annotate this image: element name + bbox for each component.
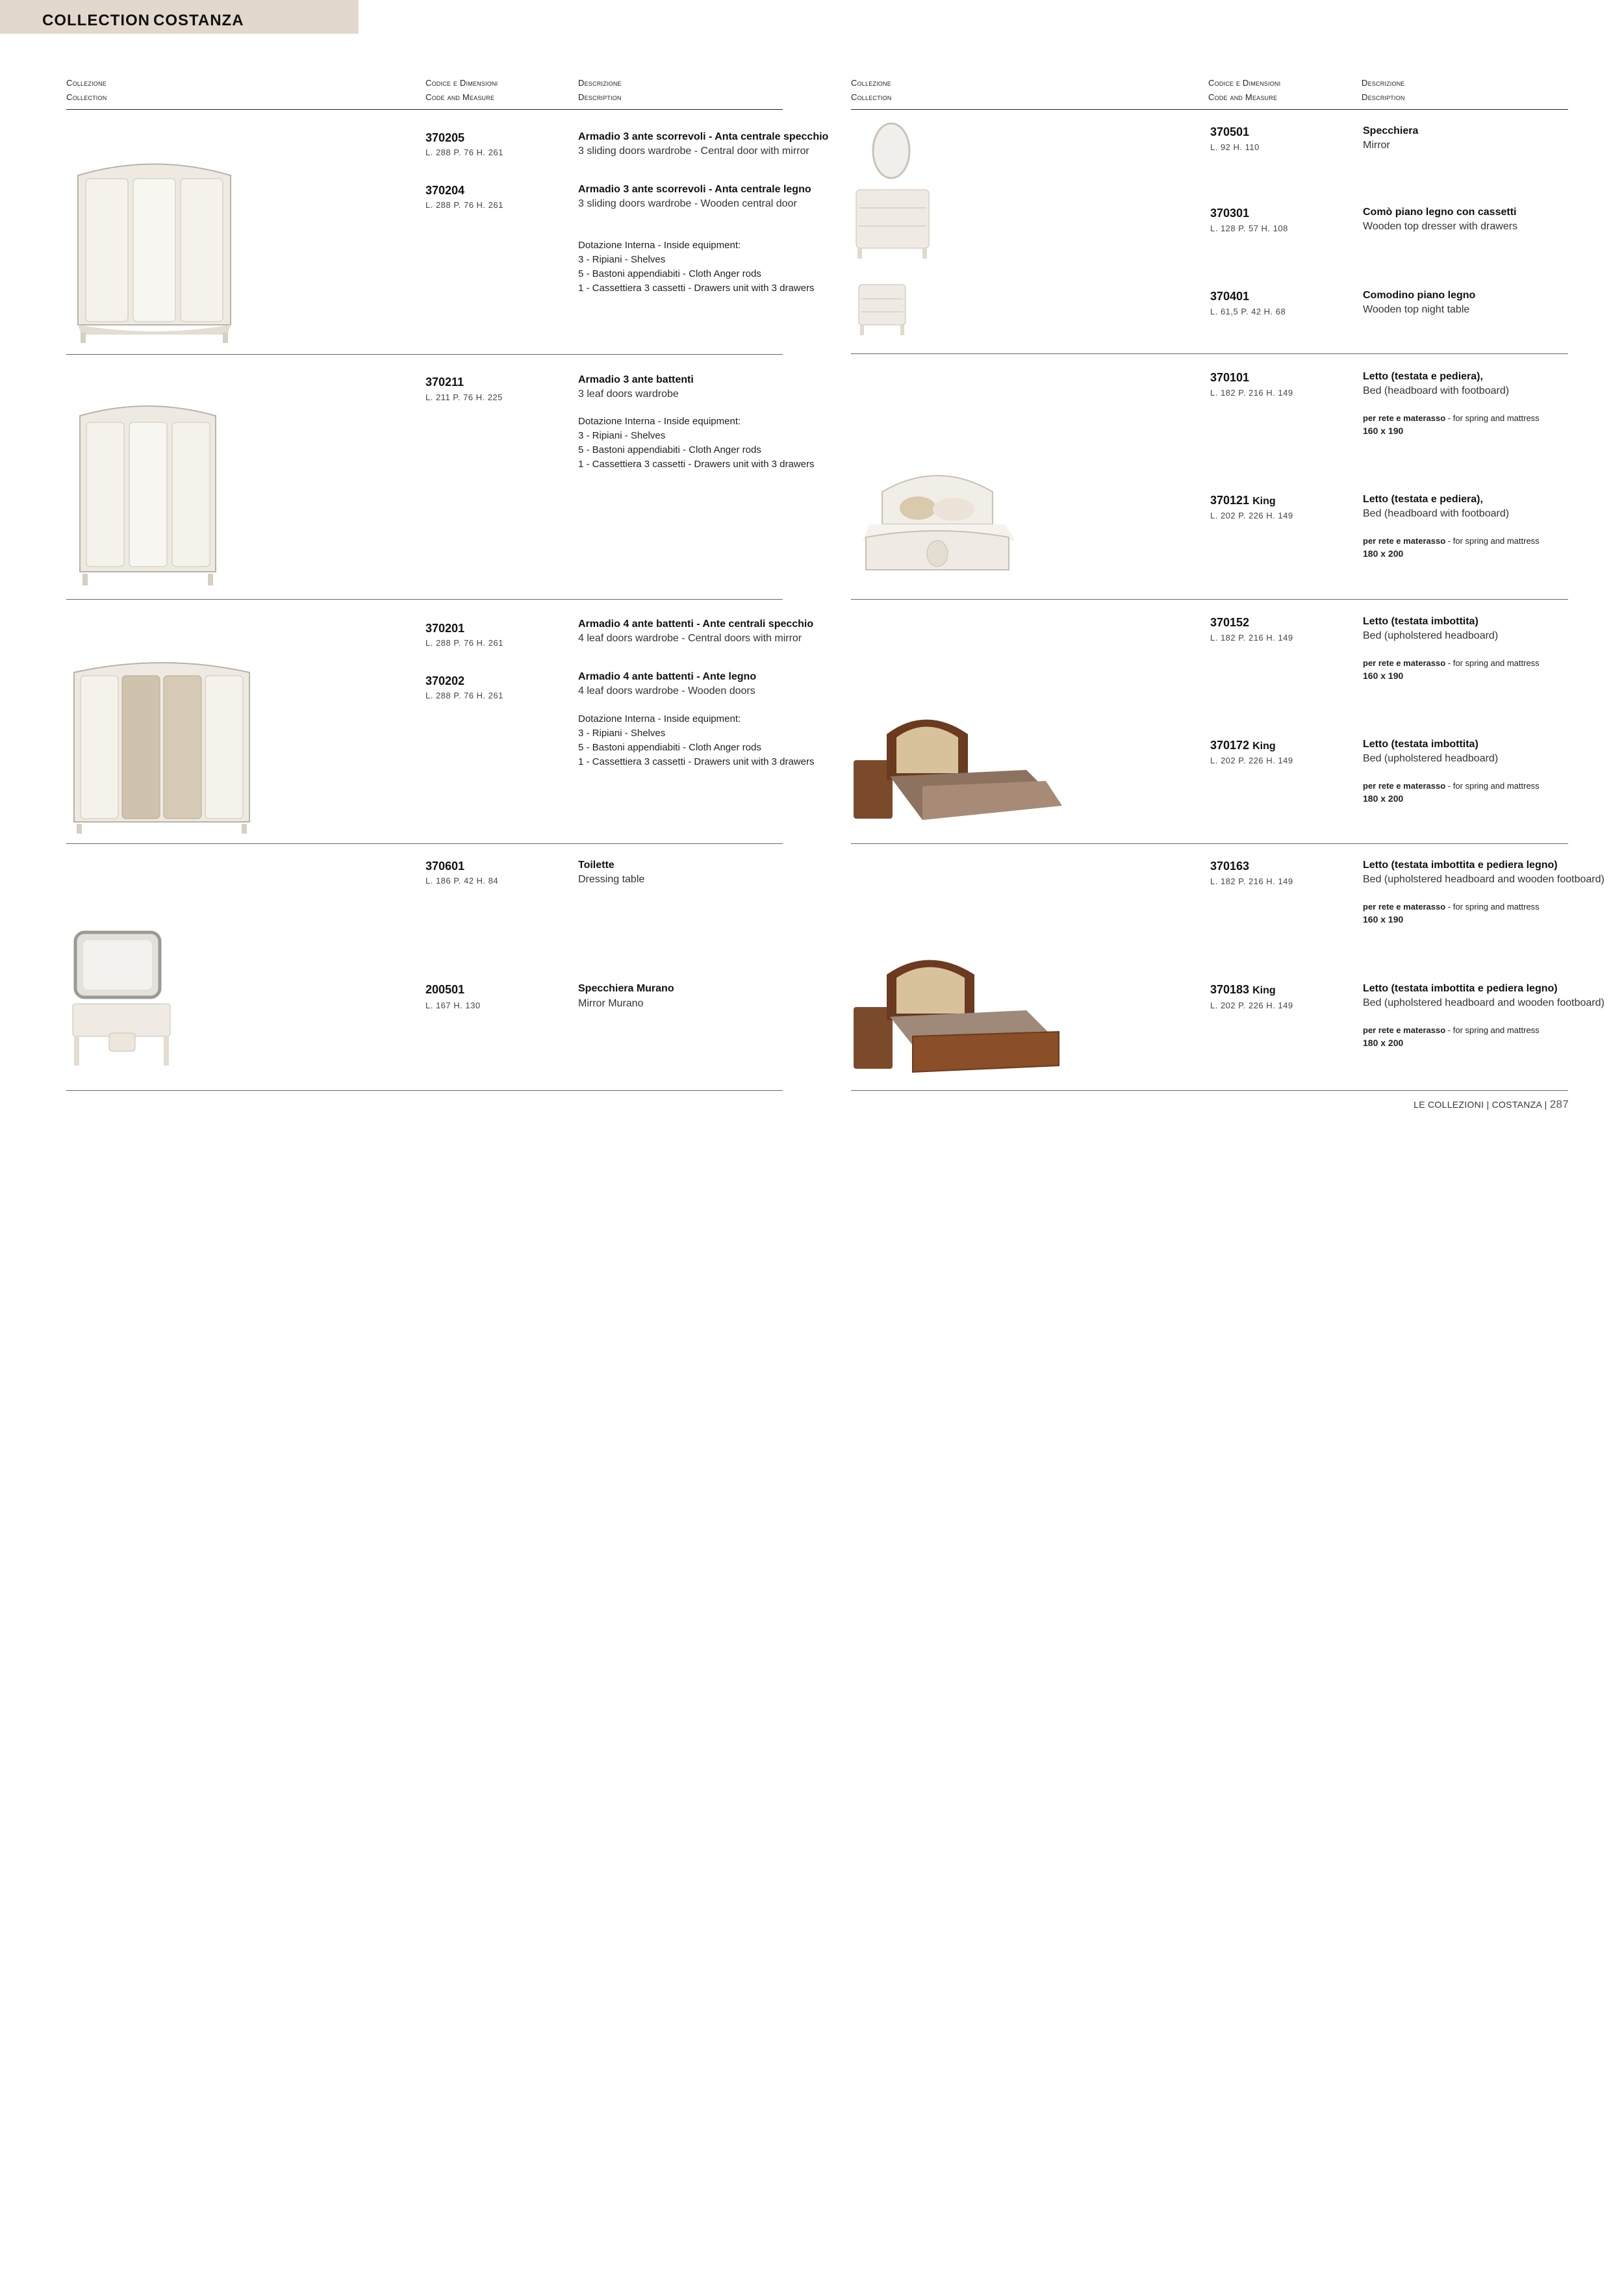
night-table-image xyxy=(856,279,908,338)
row-divider xyxy=(66,843,783,844)
row-divider xyxy=(851,353,1568,354)
right-code-column xyxy=(0,1962,153,2274)
mattress-size: 160 x 190 xyxy=(1363,426,1404,436)
description-italian: Armadio 3 ante scorrevoli - Anta centrale legno xyxy=(578,184,811,195)
description-english: Bed (upholstered headboard) xyxy=(1363,630,1499,641)
product-code: 370172 King xyxy=(1210,739,1276,752)
mattress-size-note: per rete e materasso - for spring and mattress 180 x 200 xyxy=(1363,536,1540,559)
product-code: 370202 xyxy=(425,674,465,687)
equipment-line: 5 - Bastoni appendiabiti - Cloth Anger rods xyxy=(578,742,761,753)
description-italian: Letto (testata imbottita) xyxy=(1363,739,1478,750)
description-english: Bed (upholstered headboard and wooden footboard) xyxy=(1363,997,1605,1008)
description-english: 4 leaf doors wardrobe - Wooden doors xyxy=(578,685,755,696)
inside-equipment-list xyxy=(578,415,814,472)
product-dimensions: L. 186 P. 42 H. 84 xyxy=(425,876,499,886)
description-italian: Comò piano legno con cassetti xyxy=(1363,207,1517,218)
equipment-line: 3 - Ripiani - Shelves xyxy=(578,728,666,739)
row-divider xyxy=(851,843,1568,844)
description-italian: Specchiera Murano xyxy=(578,983,674,994)
row-divider xyxy=(66,354,783,355)
mattress-size: 160 x 190 xyxy=(1363,914,1404,925)
footer-text: LE COLLEZIONI | COSTANZA | xyxy=(1414,1099,1547,1110)
page-number: 287 xyxy=(1549,1098,1569,1110)
row-divider xyxy=(851,599,1568,600)
right-head-code: Codice e Dimensioni Code and Measure xyxy=(1208,78,1281,102)
page-footer xyxy=(1414,1098,1569,1111)
description-italian: Comodino piano legno xyxy=(1363,290,1476,301)
description-italian: Letto (testata e pediera), xyxy=(1363,494,1483,505)
mattress-size: 180 x 200 xyxy=(1363,1038,1404,1048)
equipment-line: 5 - Bastoni appendiabiti - Cloth Anger rods xyxy=(578,444,761,455)
left-head-code: Codice e Dimensioni Code and Measure xyxy=(425,78,498,102)
mattress-size-note: per rete e materasso - for spring and mattress 160 x 190 xyxy=(1363,413,1540,436)
product-dimensions: L. 202 P. 226 H. 149 xyxy=(1210,1001,1293,1010)
product-code: 370163 xyxy=(1210,860,1250,873)
product-code: 370183 King xyxy=(1210,983,1276,996)
product-dimensions: L. 288 P. 76 H. 261 xyxy=(425,200,503,210)
description-italian: Letto (testata imbottita) xyxy=(1363,616,1478,627)
inside-equipment-list xyxy=(578,712,814,769)
mattress-size: 160 x 190 xyxy=(1363,671,1404,681)
description-italian: Specchiera xyxy=(1363,125,1419,136)
product-code: 370211 xyxy=(425,376,464,389)
product-code: 370121 King xyxy=(1210,494,1276,507)
collection-label: COLLECTION xyxy=(42,12,150,29)
sub-row-divider xyxy=(1199,722,1568,723)
equipment-line: 1 - Cassettiera 3 cassetti - Drawers unit with 3 drawers xyxy=(578,283,815,294)
description-english: Bed (upholstered headboard and wooden footboard) xyxy=(1363,874,1605,885)
description-italian: Armadio 4 ante battenti - Ante legno xyxy=(578,671,757,682)
description-english: Bed (headboard with footboard) xyxy=(1363,385,1510,396)
mattress-size-note: per rete e materasso - for spring and mattress 180 x 200 xyxy=(1363,781,1540,804)
equipment-line: Dotazione Interna - Inside equipment: xyxy=(578,713,741,724)
product-code: 370501 xyxy=(1210,125,1250,138)
product-code: 370301 xyxy=(1210,207,1250,220)
row-divider xyxy=(66,1090,783,1091)
wardrobe-3-sliding-doors-image xyxy=(71,156,237,344)
left-desc-column xyxy=(0,981,214,1962)
mattress-size: 180 x 200 xyxy=(1363,793,1404,804)
sub-row-divider xyxy=(1199,967,1568,968)
mattress-size-note: per rete e materasso - for spring and mattress 160 x 190 xyxy=(1363,658,1540,681)
product-code: 370152 xyxy=(1210,616,1250,629)
right-head-description: Descrizione Description xyxy=(1362,78,1405,102)
equipment-line: 3 - Ripiani - Shelves xyxy=(578,254,666,265)
row-divider xyxy=(66,599,783,600)
description-italian: Toilette xyxy=(578,860,615,871)
product-dimensions: L. 182 P. 216 H. 149 xyxy=(1210,633,1293,643)
bed-headboard-footboard-image xyxy=(856,463,1019,580)
inside-equipment-list xyxy=(578,238,814,296)
bed-upholstered-headboard-image xyxy=(851,708,1065,828)
sub-row-divider xyxy=(1199,191,1568,192)
row-divider xyxy=(851,1090,1568,1091)
bed-upholstered-wooden-footboard-image xyxy=(851,949,1065,1079)
mattress-size-note: per rete e materasso - for spring and mattress 180 x 200 xyxy=(1363,1025,1540,1048)
equipment-line: Dotazione Interna - Inside equipment: xyxy=(578,416,741,427)
description-english: Dressing table xyxy=(578,874,645,885)
product-code: 370204 xyxy=(425,184,465,197)
product-code: 370205 xyxy=(425,131,465,144)
right-header-rule xyxy=(851,109,1568,110)
mattress-size: 180 x 200 xyxy=(1363,548,1404,559)
product-code: 200501 xyxy=(425,983,465,996)
equipment-line: 3 - Ripiani - Shelves xyxy=(578,430,666,441)
wardrobe-3-leaf-doors-image xyxy=(75,400,221,588)
description-english: 3 leaf doors wardrobe xyxy=(578,389,679,400)
equipment-line: 1 - Cassettiera 3 cassetti - Drawers unit with 3 drawers xyxy=(578,756,815,767)
description-english: 3 sliding doors wardrobe - Central door with mirror xyxy=(578,146,809,157)
left-header-rule xyxy=(66,109,783,110)
product-dimensions: L. 211 P. 76 H. 225 xyxy=(425,392,503,402)
product-dimensions: L. 288 P. 76 H. 261 xyxy=(425,147,503,157)
product-code: 370201 xyxy=(425,622,465,635)
product-dimensions: L. 288 P. 76 H. 261 xyxy=(425,638,503,648)
product-dimensions: L. 182 P. 216 H. 149 xyxy=(1210,876,1293,886)
description-english: 3 sliding doors wardrobe - Wooden central door xyxy=(578,198,797,209)
mattress-size-note: per rete e materasso - for spring and mattress 160 x 190 xyxy=(1363,902,1540,925)
right-head-collection: Collezione Collection xyxy=(851,78,892,102)
description-italian: Letto (testata e pediera), xyxy=(1363,371,1483,382)
description-italian: Armadio 3 ante battenti xyxy=(578,374,694,385)
product-code: 370401 xyxy=(1210,290,1250,303)
left-head-collection: Collezione Collection xyxy=(66,78,107,102)
product-dimensions: L. 61,5 P. 42 H. 68 xyxy=(1210,307,1286,316)
collection-name: COSTANZA xyxy=(153,12,244,29)
product-code: 370101 xyxy=(1210,371,1250,384)
product-code: 370601 xyxy=(425,860,465,873)
description-english: Bed (upholstered headboard) xyxy=(1363,753,1499,764)
product-dimensions: L. 288 P. 76 H. 261 xyxy=(425,691,503,700)
left-head-description: Descrizione Description xyxy=(578,78,622,102)
description-italian: Letto (testata imbottita e pediera legno) xyxy=(1363,983,1558,994)
product-dimensions: L. 202 P. 226 H. 149 xyxy=(1210,511,1293,520)
product-dimensions: L. 128 P. 57 H. 108 xyxy=(1210,224,1288,233)
description-english: Bed (headboard with footboard) xyxy=(1363,508,1510,519)
description-english: Mirror Murano xyxy=(578,998,644,1009)
sub-row-divider xyxy=(1199,478,1568,479)
dressing-table-with-mirror-image xyxy=(70,929,174,1069)
description-italian: Armadio 4 ante battenti - Ante centrali specchio xyxy=(578,619,814,630)
product-dimensions: L. 182 P. 216 H. 149 xyxy=(1210,388,1293,398)
product-dimensions: L. 202 P. 226 H. 149 xyxy=(1210,756,1293,765)
description-english: Wooden top dresser with drawers xyxy=(1363,221,1518,232)
sub-row-divider xyxy=(416,967,783,968)
equipment-line: 5 - Bastoni appendiabiti - Cloth Anger rods xyxy=(578,268,761,279)
description-italian: Armadio 3 ante scorrevoli - Anta centrale specchio xyxy=(578,131,829,142)
dresser-with-mirror-image xyxy=(852,118,932,261)
description-english: Wooden top night table xyxy=(1363,304,1470,315)
wardrobe-4-leaf-doors-image xyxy=(70,656,253,835)
description-english: Mirror xyxy=(1363,140,1390,151)
product-dimensions: L. 92 H. 110 xyxy=(1210,142,1260,152)
description-italian: Letto (testata imbottita e pediera legno) xyxy=(1363,860,1558,871)
product-dimensions: L. 167 H. 130 xyxy=(425,1001,481,1010)
description-english: 4 leaf doors wardrobe - Central doors with mirror xyxy=(578,633,802,644)
equipment-line: Dotazione Interna - Inside equipment: xyxy=(578,240,741,251)
equipment-line: 1 - Cassettiera 3 cassetti - Drawers unit with 3 drawers xyxy=(578,459,815,470)
collection-header xyxy=(0,0,359,34)
